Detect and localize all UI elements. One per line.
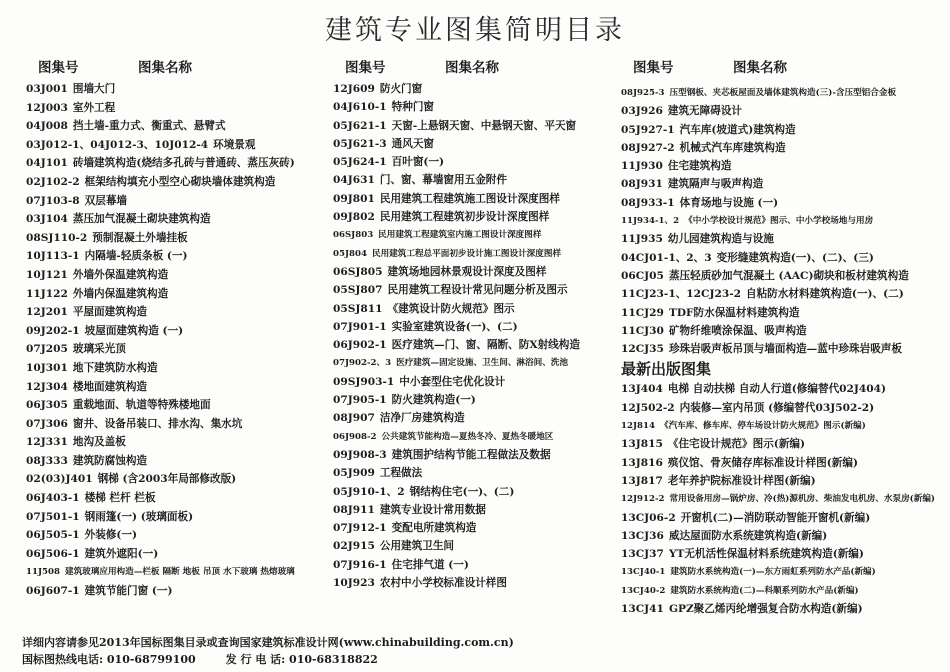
entry-code: 12J814 xyxy=(621,421,655,432)
catalog-entry xyxy=(333,574,618,592)
entry-name: 常用设备用房—锅炉房、冷(热)源机房、柴油发电机房、水泵房(新编) xyxy=(669,494,935,505)
entry-code: 10J121 xyxy=(26,268,68,281)
entry-name: 开窗机(二)—消防联动智能开窗机(新编) xyxy=(680,511,871,524)
entry-code: 13CJ06-2 xyxy=(621,511,676,524)
entry-name: 威达屋面防水系统建筑构造(新编) xyxy=(668,529,828,542)
catalog-entry xyxy=(333,263,618,281)
entry-code: 02(03)J401 xyxy=(26,473,93,486)
entry-code: 09SJ903-1 xyxy=(333,375,395,388)
catalog-entry xyxy=(621,509,941,527)
catalog-entry xyxy=(26,378,326,397)
entry-code: 08J933-1 xyxy=(621,196,675,209)
catalog-entry xyxy=(333,80,618,98)
entry-code: 07J912-1 xyxy=(333,522,387,535)
column-2 xyxy=(333,58,618,592)
entry-code: 06J305 xyxy=(26,399,68,412)
entry-code: 08J927-2 xyxy=(621,141,675,154)
entry-code: 03J926 xyxy=(621,105,663,118)
entry-code: 12J003 xyxy=(26,101,68,114)
entry-code: 05SJ811 xyxy=(333,302,383,315)
entry-code: 07J916-1 xyxy=(333,558,387,571)
entry-name: 《住宅设计规范》图示(新编) xyxy=(667,438,806,451)
catalog-entry xyxy=(621,157,941,175)
column-header xyxy=(26,58,326,78)
catalog-entry xyxy=(621,417,941,435)
catalog-entry xyxy=(621,322,941,340)
entry-code: 12J912-2 xyxy=(621,494,665,505)
entry-code: 06J506-1 xyxy=(26,547,80,560)
entry-code: 06J902-1 xyxy=(333,339,387,352)
catalog-entry xyxy=(26,433,326,452)
catalog-entry xyxy=(26,192,326,211)
entry-code: 12J304 xyxy=(26,380,68,393)
catalog-entry xyxy=(621,285,941,303)
entry-name: 住宅建筑构造 xyxy=(667,160,732,173)
entry-name: 外墙外保温建筑构造 xyxy=(72,268,169,281)
entry-name: 预制混凝土外墙挂板 xyxy=(92,231,188,244)
entry-code: 06J607-1 xyxy=(26,585,80,598)
entry-name: 珍珠岩吸声板吊顶与墙面构造—蓝中珍珠岩吸声板 xyxy=(668,343,902,356)
entry-name: 防火建筑构造(一) xyxy=(391,394,476,407)
catalog-entry xyxy=(26,359,326,378)
catalog-entry xyxy=(26,396,326,415)
entry-code: 08J931 xyxy=(621,178,663,191)
entry-name: 建筑防水系统构造(一)—东方雨虹系列防水产品(新编) xyxy=(670,567,876,578)
entry-name: 《建筑设计防火规范》图示 xyxy=(387,302,515,315)
header-name: 图集名称 xyxy=(733,60,787,76)
entry-name: 内隔墙-轻质条板 (一) xyxy=(84,250,188,263)
entry-code: 07J901-1 xyxy=(333,320,387,333)
catalog-entry xyxy=(621,139,941,157)
entry-code: 10J113-1 xyxy=(26,250,80,263)
catalog-entry xyxy=(621,304,941,322)
entry-name: 钢结构住宅(一)、(二) xyxy=(409,485,515,498)
entry-code: 09J908-3 xyxy=(333,448,387,461)
entry-name: 建筑玻璃应用构造—栏板 隔断 地板 吊顶 水下玻璃 热熔玻璃 xyxy=(64,567,295,578)
entry-code: 11CJ23-1、12CJ23-2 xyxy=(621,288,741,301)
entry-name: 外墙内保温建筑构造 xyxy=(72,287,169,300)
catalog-entry xyxy=(333,281,618,299)
entry-code: 07J501-1 xyxy=(26,510,80,523)
catalog-entry xyxy=(26,489,326,508)
catalog-entry xyxy=(333,318,618,336)
entry-code: 11CJ30 xyxy=(621,324,664,337)
page-title: 建筑专业图集简明目录 xyxy=(325,15,625,46)
catalog-entry xyxy=(333,98,618,116)
entry-name: 洁净厂房建筑构造 xyxy=(379,412,465,425)
catalog-entry xyxy=(333,464,618,482)
catalog-entry xyxy=(26,582,326,601)
entry-code: 04CJ01-1、2、3 xyxy=(621,251,712,264)
entry-name: 建筑隔声与吸声构造 xyxy=(667,178,764,191)
entry-name: 窗井、设备吊装口、排水沟、集水坑 xyxy=(72,417,243,430)
entry-code: 06CJ05 xyxy=(621,269,664,282)
entry-name: 天窗-上悬钢天窗、中悬钢天窗、平天窗 xyxy=(391,119,577,132)
footer-issue-phone: 发 行 电 话: 010-68318822 xyxy=(225,653,378,666)
header-name: 图集名称 xyxy=(138,60,192,76)
catalog-entry xyxy=(621,435,941,453)
entry-code: 11J122 xyxy=(26,287,68,300)
entry-code: 08J907 xyxy=(333,412,375,425)
new-section-title: 最新出版图集 xyxy=(621,360,712,379)
entry-name: 医疗建筑—门、窗、隔断、防X射线构造 xyxy=(391,339,580,352)
entry-code: 12J201 xyxy=(26,306,68,319)
catalog-entry xyxy=(621,121,941,139)
column-header xyxy=(333,58,618,78)
entry-name: 环境景观 xyxy=(213,138,256,151)
catalog-entry xyxy=(621,380,941,398)
catalog-entry xyxy=(333,208,618,226)
entry-code: 05J624-1 xyxy=(333,156,387,169)
entry-code: 07J205 xyxy=(26,343,68,356)
catalog-entry xyxy=(333,519,618,537)
catalog-entry xyxy=(333,226,618,244)
entry-code: 08J911 xyxy=(333,503,375,516)
entry-code: 06J505-1 xyxy=(26,529,80,542)
footer-info: 详细内容请参见2013年国标图集目录或查询国家建筑标准设计网(www.chinabuilding.com.cn) xyxy=(22,636,514,649)
entry-code: 03J012-1、04J012-3、10J012-4 xyxy=(26,138,209,151)
entry-code: 13CJ41 xyxy=(621,603,664,616)
catalog-entry xyxy=(333,373,618,391)
entry-name: 特种门窗 xyxy=(391,101,435,114)
entry-name: 建筑节能门窗 (一) xyxy=(84,585,173,598)
entry-name: 农村中小学校标准设计样图 xyxy=(379,577,507,590)
catalog-entry xyxy=(333,391,618,409)
entry-code: 07J905-1 xyxy=(333,394,387,407)
entry-code: 13J815 xyxy=(621,438,663,451)
entry-code: 13J404 xyxy=(621,383,663,396)
entry-name: 中小套型住宅优化设计 xyxy=(399,375,506,388)
entry-name: 室外工程 xyxy=(72,101,116,114)
catalog-entry xyxy=(621,249,941,267)
entry-name: 玻璃采光顶 xyxy=(72,343,126,356)
entry-name: 老年养护院标准设计样图(新编) xyxy=(667,474,816,487)
entry-code: 06J403-1 xyxy=(26,492,80,505)
catalog-entry xyxy=(333,190,618,208)
entry-name: 坡屋面建筑构造 (一) xyxy=(84,324,184,337)
entry-code: 10J923 xyxy=(333,577,375,590)
catalog-entry xyxy=(621,582,941,600)
entry-name: YT无机活性保温材料系统建筑构造(新编) xyxy=(668,548,864,561)
entry-code: 05J910-1、2 xyxy=(333,485,405,498)
catalog-entry xyxy=(621,102,941,120)
entry-name: 楼梯 栏杆 栏板 xyxy=(84,492,156,505)
catalog-list xyxy=(621,84,941,358)
footer-hotline: 国标图热线电话: 010-68799100 xyxy=(22,653,196,666)
entry-name: 通风天窗 xyxy=(391,137,435,150)
entry-name: 外装修(一) xyxy=(84,529,138,542)
entry-code: 08J333 xyxy=(26,454,68,467)
entry-name: 砖墙建筑构造(烧结多孔砖与普通砖、蒸压灰砖) xyxy=(72,157,295,170)
entry-code: 03J104 xyxy=(26,213,68,226)
entry-name: 重载地面、轨道等特殊楼地面 xyxy=(72,399,211,412)
entry-code: 13CJ40-1 xyxy=(621,567,666,578)
catalog-entry xyxy=(621,84,941,102)
entry-code: 09J801 xyxy=(333,192,375,205)
catalog-entry xyxy=(333,354,618,372)
catalog-list xyxy=(26,80,326,601)
catalog-entry xyxy=(26,526,326,545)
entry-name: 地下建筑防水构造 xyxy=(72,361,158,374)
catalog-entry xyxy=(621,490,941,508)
entry-name: 围墙大门 xyxy=(72,83,116,95)
entry-code: 12CJ35 xyxy=(621,343,664,356)
catalog-entry xyxy=(333,556,618,574)
entry-name: 民用建筑工程总平面初步设计施工图设计深度图样 xyxy=(371,248,562,259)
entry-name: 公用建筑卫生间 xyxy=(379,540,455,553)
catalog-entry xyxy=(333,245,618,263)
catalog-entry xyxy=(333,153,618,171)
footer xyxy=(22,634,514,668)
entry-name: 压型钢板、夹芯板屋面及墙体建筑构造(三)-含压型铝合金板 xyxy=(669,88,897,98)
entry-name: TDF防水保温材料建筑构造 xyxy=(668,306,800,319)
catalog-entry xyxy=(26,266,326,285)
catalog-entry xyxy=(26,154,326,173)
entry-code: 07J306 xyxy=(26,417,68,430)
entry-name: 建筑防腐蚀构造 xyxy=(72,454,148,467)
entry-name: 门、窗、幕墙窗用五金附件 xyxy=(379,174,507,187)
catalog-entry xyxy=(333,428,618,446)
entry-name: 医疗建筑—固定设施、卫生间、淋浴间、洗池 xyxy=(396,358,568,369)
catalog-entry xyxy=(26,545,326,564)
catalog-entry xyxy=(26,247,326,266)
entry-code: 02J915 xyxy=(333,540,375,553)
entry-name: 民用建筑工程建筑初步设计深度图样 xyxy=(379,211,550,224)
entry-name: 地沟及盖板 xyxy=(72,436,126,449)
catalog-entry xyxy=(333,446,618,464)
entry-name: 建筑场地园林景观设计深度及图样 xyxy=(387,265,547,278)
catalog-entry xyxy=(26,415,326,434)
entry-code: 07J103-8 xyxy=(26,194,80,207)
entry-name: 汽车库(坡道式)建筑构造 xyxy=(679,123,796,136)
entry-code: 11J935 xyxy=(621,233,663,246)
catalog-entry xyxy=(333,171,618,189)
entry-code: 05J927-1 xyxy=(621,123,675,136)
entry-code: 09J802 xyxy=(333,211,375,224)
catalog-entry xyxy=(333,409,618,427)
catalog-entry xyxy=(621,340,941,358)
entry-code: 12J331 xyxy=(26,436,68,449)
entry-name: 挡土墙-重力式、衡重式、悬臂式 xyxy=(72,120,226,133)
new-catalog-list xyxy=(621,380,941,618)
catalog-entry xyxy=(621,563,941,581)
entry-name: 百叶窗(一) xyxy=(391,156,445,169)
catalog-entry xyxy=(26,452,326,471)
entry-code: 13J816 xyxy=(621,456,663,469)
entry-code: 12J502-2 xyxy=(621,401,675,414)
catalog-entry xyxy=(621,175,941,193)
entry-code: 12J609 xyxy=(333,83,375,95)
catalog-entry xyxy=(621,267,941,285)
entry-name: 楼地面建筑构造 xyxy=(72,380,148,393)
entry-code: 05SJ807 xyxy=(333,284,383,297)
entry-name: 公共建筑节能构造—夏热冬冷、夏热冬暖地区 xyxy=(381,431,554,442)
entry-name: 蒸压轻质砂加气混凝土 (AAC)砌块和板材建筑构造 xyxy=(668,269,909,282)
entry-code: 09J202-1 xyxy=(26,324,80,337)
entry-name: 住宅排气道 (一) xyxy=(391,558,469,571)
catalog-entry xyxy=(26,99,326,118)
entry-code: 11J930 xyxy=(621,160,663,173)
entry-code: 03J001 xyxy=(26,83,68,95)
catalog-entry xyxy=(26,229,326,248)
catalog-entry xyxy=(26,340,326,359)
catalog-entry xyxy=(621,545,941,563)
entry-name: 建筑无障碍设计 xyxy=(667,105,743,118)
catalog-entry xyxy=(621,600,941,618)
entry-code: 05J621-3 xyxy=(333,137,387,150)
entry-name: 框架结构填充小型空心砌块墙体建筑构造 xyxy=(84,175,276,188)
catalog-entry xyxy=(26,173,326,192)
entry-code: 07J902-2、3 xyxy=(333,358,392,369)
entry-code: 13J817 xyxy=(621,474,663,487)
header-code: 图集号 xyxy=(38,60,79,76)
catalog-entry xyxy=(26,210,326,229)
entry-name: 建筑防水系统构造(二)—科顺系列防水产品(新编) xyxy=(670,585,859,596)
entry-code: 11CJ29 xyxy=(621,306,664,319)
catalog-entry xyxy=(26,80,326,99)
entry-code: 10J301 xyxy=(26,361,68,374)
catalog-entry xyxy=(333,117,618,135)
entry-name: 民用建筑工程设计常见问题分析及图示 xyxy=(387,284,568,297)
column-3 xyxy=(621,58,941,618)
entry-name: 电梯 自动扶梯 自动人行道(修编替代02J404) xyxy=(667,383,887,396)
entry-name: 平屋面建筑构造 xyxy=(72,306,148,319)
catalog-entry xyxy=(621,212,941,230)
entry-name: 双层幕墙 xyxy=(84,194,128,207)
entry-code: 04J101 xyxy=(26,157,68,170)
catalog-entry xyxy=(621,454,941,472)
entry-code: 04J631 xyxy=(333,174,375,187)
catalog-entry xyxy=(333,483,618,501)
catalog-entry xyxy=(26,285,326,304)
catalog-entry xyxy=(26,136,326,155)
catalog-entry xyxy=(26,303,326,322)
catalog-entry xyxy=(333,336,618,354)
catalog-entry xyxy=(621,472,941,490)
entry-code: 04J610-1 xyxy=(333,101,387,114)
catalog-entry xyxy=(26,508,326,527)
catalog-entry xyxy=(26,322,326,341)
entry-name: 钢雨篷(一) (玻璃面板) xyxy=(84,510,194,523)
entry-code: 13CJ37 xyxy=(621,548,664,561)
entry-name: 钢梯 (含2003年局部修改版) xyxy=(97,473,237,486)
entry-name: 蒸压加气混凝土砌块建筑构造 xyxy=(72,213,211,226)
entry-code: 05J804 xyxy=(333,248,367,259)
header-name: 图集名称 xyxy=(445,60,499,76)
catalog-list xyxy=(333,80,618,592)
catalog-entry xyxy=(333,501,618,519)
entry-code: 06SJ805 xyxy=(333,265,383,278)
catalog-entry xyxy=(333,135,618,153)
entry-name: 《中小学校设计规范》图示、中小学校场地与用房 xyxy=(684,216,874,227)
catalog-entry xyxy=(621,194,941,212)
entry-name: 建筑外遮阳(一) xyxy=(84,547,159,560)
entry-name: 工程做法 xyxy=(379,467,423,480)
entry-name: 民用建筑工程建筑室内施工图设计深度图样 xyxy=(378,230,542,241)
catalog-entry xyxy=(621,527,941,545)
entry-name: 殡仪馆、骨灰储存库标准设计样图(新编) xyxy=(667,456,858,469)
entry-name: 实验室建筑设备(一)、(二) xyxy=(391,320,518,333)
entry-name: 变配电所建筑构造 xyxy=(391,522,477,535)
entry-name: 机械式汽车库建筑构造 xyxy=(679,141,786,154)
catalog-entry xyxy=(333,300,618,318)
entry-code: 05J621-1 xyxy=(333,119,387,132)
entry-name: 建筑围护结构节能工程做法及数据 xyxy=(391,448,551,461)
entry-name: 内装修—室内吊顶 (修编替代03J502-2) xyxy=(679,401,875,414)
catalog-entry xyxy=(26,117,326,136)
column-1 xyxy=(26,58,326,601)
entry-code: 06SJ803 xyxy=(333,230,374,241)
catalog-entry xyxy=(333,537,618,555)
entry-code: 13CJ40-2 xyxy=(621,585,666,596)
catalog-entry xyxy=(621,399,941,417)
entry-name: 幼儿园建筑构造与设施 xyxy=(667,233,774,246)
entry-code: 11J934-1、2 xyxy=(621,216,680,227)
catalog-entry xyxy=(621,230,941,248)
entry-name: 防火门窗 xyxy=(379,83,423,95)
entry-name: 体育场地与设施 (一) xyxy=(679,196,779,209)
entry-code: 11J508 xyxy=(26,567,60,578)
catalog-entry xyxy=(26,470,326,489)
entry-code: 08SJ110-2 xyxy=(26,231,88,244)
column-header xyxy=(621,58,941,78)
entry-name: 建筑专业设计常用数据 xyxy=(379,503,486,516)
entry-code: 08J925-3 xyxy=(621,88,665,98)
header-code: 图集号 xyxy=(633,60,674,76)
header-code: 图集号 xyxy=(345,60,386,76)
entry-code: 06J908-2 xyxy=(333,431,377,442)
entry-name: 自粘防水材料建筑构造(一)、(二) xyxy=(746,288,904,301)
entry-code: 02J102-2 xyxy=(26,175,80,188)
entry-code: 04J008 xyxy=(26,120,68,133)
catalog-entry xyxy=(26,563,326,582)
entry-code: 13CJ36 xyxy=(621,529,664,542)
entry-code: 05J909 xyxy=(333,467,375,480)
entry-name: 《汽车库、修车库、停车场设计防火规范》图示(新编) xyxy=(659,421,866,432)
entry-name: GPZ聚乙烯丙纶增强复合防水构造(新编) xyxy=(668,603,863,616)
entry-name: 变形缝建筑构造(一)、(二)、(三) xyxy=(716,251,874,264)
entry-name: 民用建筑工程建筑施工图设计深度图样 xyxy=(379,192,560,205)
entry-name: 矿物纤维喷涂保温、吸声构造 xyxy=(668,324,807,337)
